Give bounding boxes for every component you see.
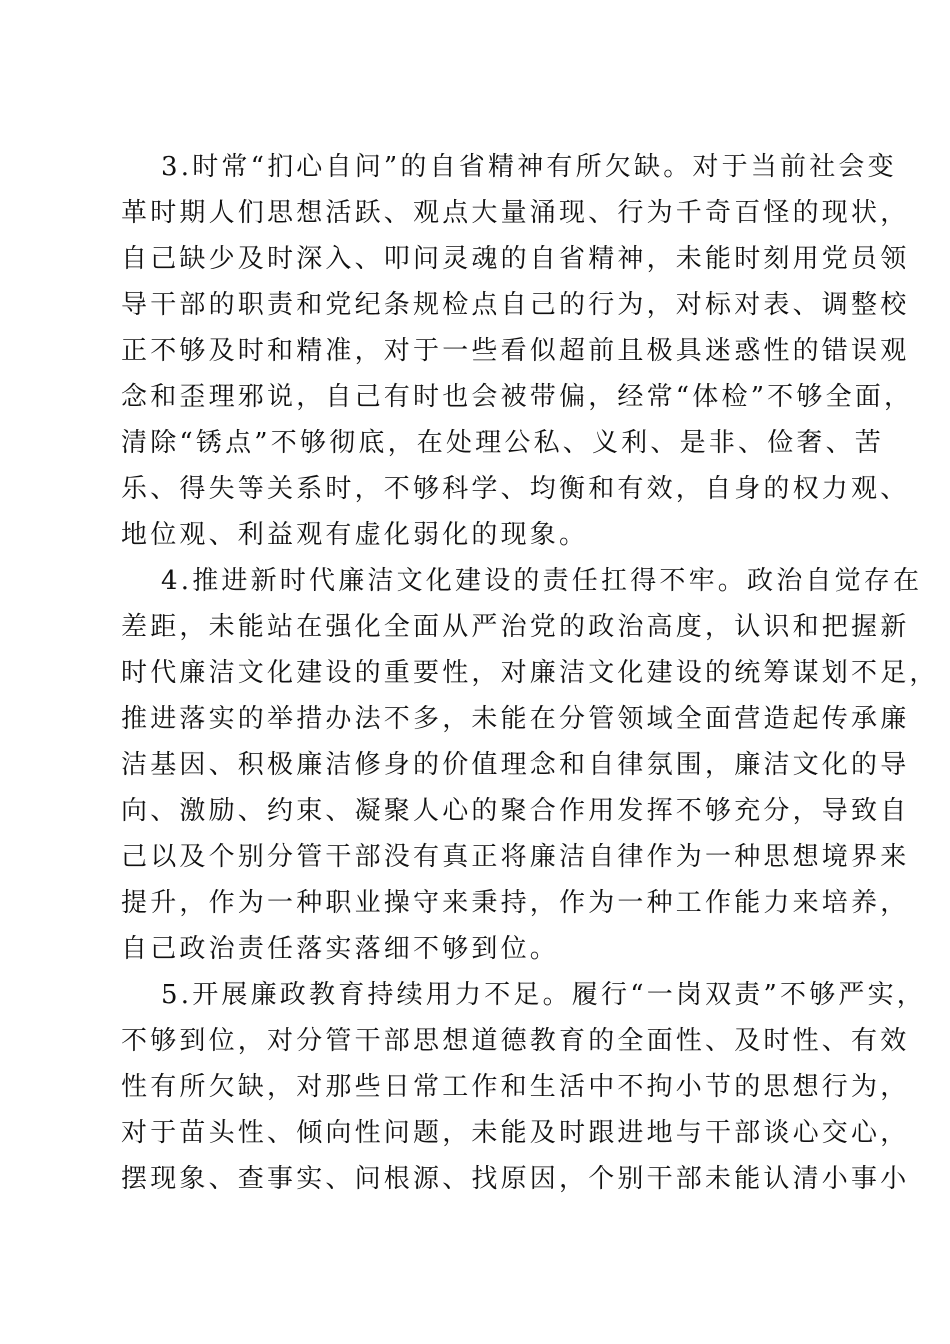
document-body <box>121 144 939 1202</box>
paragraph-3-line-2: 革时期人们思想活跃、观点大量涌现、行为千奇百怪的现状， <box>121 198 910 228</box>
paragraph-5-line-3: 性有所欠缺，对那些日常工作和生活中不拘小节的思想行为， <box>121 1072 910 1102</box>
paragraph-3-line-1: 3.时常“扪心自问”的自省精神有所欠缺。对于当前社会变 <box>161 152 897 182</box>
paragraph-5-line-2: 不够到位，对分管干部思想道德教育的全面性、及时性、有效 <box>121 1026 910 1056</box>
paragraph-3-line-5: 正不够及时和精准，对于一些看似超前且极具迷惑性的错误观 <box>121 336 910 366</box>
paragraph-3-line-6: 念和歪理邪说，自己有时也会被带偏，经常“体检”不够全面， <box>121 382 914 412</box>
paragraph-5-line-1: 5.开展廉政教育持续用力不足。履行“一岗双责”不够严实， <box>161 980 926 1010</box>
paragraph-4-line-1: 4.推进新时代廉洁文化建设的责任扛得不牢。政治自觉存在 <box>161 566 923 596</box>
paragraph-4-line-9: 自己政治责任落实落细不够到位。 <box>121 934 560 964</box>
paragraph-4-line-3: 时代廉洁文化建设的重要性，对廉洁文化建设的统筹谋划不足， <box>121 658 939 688</box>
paragraph-3-line-3: 自己缺少及时深入、叩问灵魂的自省精神，未能时刻用党员领 <box>121 244 910 274</box>
paragraph-4-line-8: 提升，作为一种职业操守来秉持，作为一种工作能力来培养， <box>121 888 910 918</box>
paragraph-4-line-5: 洁基因、积极廉洁修身的价值理念和自律氛围，廉洁文化的导 <box>121 750 910 780</box>
paragraph-3-line-9: 地位观、利益观有虚化弱化的现象。 <box>121 520 589 550</box>
paragraph-3-line-4: 导干部的职责和党纪条规检点自己的行为，对标对表、调整校 <box>121 290 910 320</box>
paragraph-4-line-2: 差距，未能站在强化全面从严治党的政治高度，认识和把握新 <box>121 612 910 642</box>
paragraph-3-line-7: 清除“锈点”不够彻底，在处理公私、义利、是非、俭奢、苦 <box>121 428 884 458</box>
paragraph-4-line-6: 向、激励、约束、凝聚人心的聚合作用发挥不够充分，导致自 <box>121 796 910 826</box>
paragraph-3-line-8: 乐、得失等关系时，不够科学、均衡和有效，自身的权力观、 <box>121 474 910 504</box>
paragraph-5-line-4: 对于苗头性、倾向性问题，未能及时跟进地与干部谈心交心， <box>121 1118 910 1148</box>
paragraph-4-line-4: 推进落实的举措办法不多，未能在分管领域全面营造起传承廉 <box>121 704 910 734</box>
paragraph-4-line-7: 己以及个别分管干部没有真正将廉洁自律作为一种思想境界来 <box>121 842 910 872</box>
paragraph-5-line-5: 摆现象、查事实、问根源、找原因，个别干部未能认清小事小 <box>121 1164 910 1194</box>
